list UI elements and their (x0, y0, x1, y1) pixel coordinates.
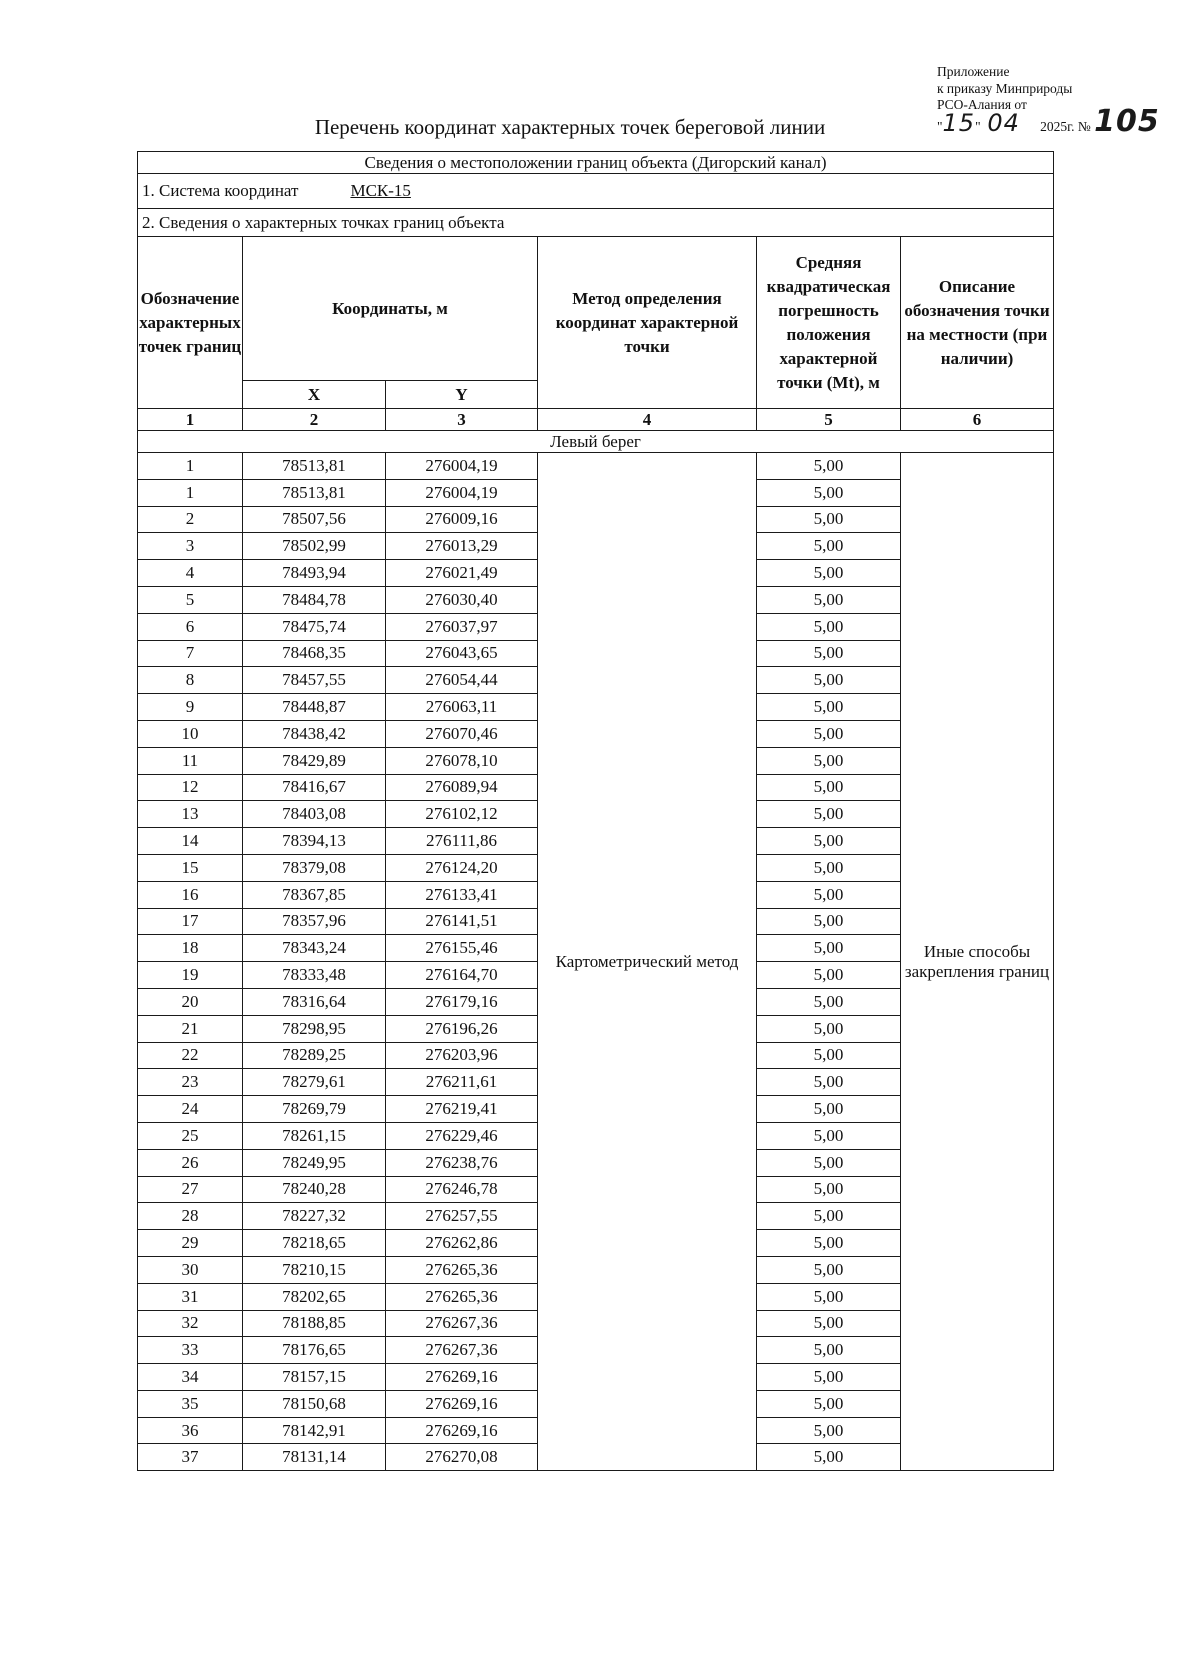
coord-y: 276203,96 (386, 1042, 538, 1069)
coord-x: 78176,65 (243, 1337, 386, 1364)
error-mt: 5,00 (757, 1176, 901, 1203)
coord-y: 276270,08 (386, 1444, 538, 1471)
annex-stamp (937, 64, 1187, 139)
coord-x: 78394,13 (243, 828, 386, 855)
error-mt: 5,00 (757, 1310, 901, 1337)
header-method: Метод определения координат характерной точки (538, 237, 757, 409)
point-number: 3 (138, 533, 243, 560)
coord-x: 78379,08 (243, 854, 386, 881)
coordinates-table (137, 151, 1054, 1471)
error-mt: 5,00 (757, 1015, 901, 1042)
description-cell: Иные способы закрепления границ (901, 453, 1054, 1471)
error-mt: 5,00 (757, 935, 901, 962)
point-number: 28 (138, 1203, 243, 1230)
annex-year: 2025г. № (1040, 118, 1091, 134)
error-mt: 5,00 (757, 613, 901, 640)
table-row (138, 453, 1054, 480)
annex-day: 15 (942, 108, 976, 137)
section-label: Левый берег (138, 431, 1054, 453)
point-number: 5 (138, 586, 243, 613)
error-mt: 5,00 (757, 1122, 901, 1149)
error-mt: 5,00 (757, 533, 901, 560)
error-mt: 5,00 (757, 1096, 901, 1123)
point-number: 15 (138, 854, 243, 881)
coord-x: 78493,94 (243, 560, 386, 587)
point-number: 29 (138, 1230, 243, 1257)
method-cell: Картометрический метод (538, 453, 757, 1471)
point-number: 14 (138, 828, 243, 855)
point-number: 12 (138, 774, 243, 801)
coord-x: 78157,15 (243, 1364, 386, 1391)
coord-x: 78131,14 (243, 1444, 386, 1471)
point-number: 17 (138, 908, 243, 935)
coord-y: 276078,10 (386, 747, 538, 774)
coord-y: 276269,16 (386, 1364, 538, 1391)
point-number: 10 (138, 720, 243, 747)
point-number: 27 (138, 1176, 243, 1203)
header-point-designation: Обозначение характерных точек границ (138, 237, 243, 409)
annex-month: 04 (987, 108, 1020, 137)
coord-y: 276009,16 (386, 506, 538, 533)
column-number: 4 (538, 409, 757, 431)
error-mt: 5,00 (757, 479, 901, 506)
coord-x: 78403,08 (243, 801, 386, 828)
point-number: 30 (138, 1256, 243, 1283)
coord-x: 78289,25 (243, 1042, 386, 1069)
point-number: 24 (138, 1096, 243, 1123)
error-mt: 5,00 (757, 506, 901, 533)
coord-y: 276155,46 (386, 935, 538, 962)
point-number: 37 (138, 1444, 243, 1471)
coord-x: 78367,85 (243, 881, 386, 908)
column-number: 3 (386, 409, 538, 431)
coord-y: 276070,46 (386, 720, 538, 747)
error-mt: 5,00 (757, 988, 901, 1015)
point-number: 23 (138, 1069, 243, 1096)
header-x: X (243, 381, 386, 409)
coord-x: 78269,79 (243, 1096, 386, 1123)
coord-x: 78261,15 (243, 1122, 386, 1149)
error-mt: 5,00 (757, 1069, 901, 1096)
error-mt: 5,00 (757, 801, 901, 828)
point-number: 19 (138, 962, 243, 989)
column-number: 5 (757, 409, 901, 431)
column-number-row (138, 409, 1054, 431)
column-number: 6 (901, 409, 1054, 431)
coord-system-value: МСК-15 (350, 181, 411, 200)
coord-x: 78507,56 (243, 506, 386, 533)
coord-x: 78513,81 (243, 479, 386, 506)
object-info: Сведения о местоположении границ объекта (Дигорский канал) (138, 152, 1054, 174)
coord-x: 78416,67 (243, 774, 386, 801)
coord-y: 276257,55 (386, 1203, 538, 1230)
column-number: 1 (138, 409, 243, 431)
coord-y: 276111,86 (386, 828, 538, 855)
coord-x: 78438,42 (243, 720, 386, 747)
error-mt: 5,00 (757, 1149, 901, 1176)
coord-x: 78227,32 (243, 1203, 386, 1230)
coord-system-row (138, 174, 1054, 209)
annex-line-3: РСО-Алания от (937, 97, 1027, 112)
error-mt: 5,00 (757, 720, 901, 747)
error-mt: 5,00 (757, 453, 901, 480)
coord-y: 276089,94 (386, 774, 538, 801)
error-mt: 5,00 (757, 962, 901, 989)
header-y: Y (386, 381, 538, 409)
coord-y: 276269,16 (386, 1417, 538, 1444)
coord-system-cell (138, 174, 1054, 209)
section-row (138, 431, 1054, 453)
error-mt: 5,00 (757, 747, 901, 774)
coord-x: 78218,65 (243, 1230, 386, 1257)
coord-x: 78202,65 (243, 1283, 386, 1310)
coord-x: 78210,15 (243, 1256, 386, 1283)
header-coordinates: Координаты, м (243, 237, 538, 381)
coord-y: 276004,19 (386, 453, 538, 480)
coord-y: 276021,49 (386, 560, 538, 587)
error-mt: 5,00 (757, 1230, 901, 1257)
point-number: 36 (138, 1417, 243, 1444)
coord-y: 276054,44 (386, 667, 538, 694)
point-number: 21 (138, 1015, 243, 1042)
coord-x: 78513,81 (243, 453, 386, 480)
coord-x: 78249,95 (243, 1149, 386, 1176)
coord-x: 78448,87 (243, 694, 386, 721)
error-mt: 5,00 (757, 1390, 901, 1417)
error-mt: 5,00 (757, 1444, 901, 1471)
coord-system-label: 1. Система координат (142, 181, 299, 200)
point-number: 34 (138, 1364, 243, 1391)
annex-number: 105 (1094, 103, 1160, 139)
object-info-row (138, 152, 1054, 174)
annex-close-quote: " (975, 118, 981, 134)
coord-y: 276179,16 (386, 988, 538, 1015)
coord-x: 78484,78 (243, 586, 386, 613)
point-number: 4 (138, 560, 243, 587)
point-number: 20 (138, 988, 243, 1015)
point-number: 1 (138, 453, 243, 480)
point-number: 11 (138, 747, 243, 774)
error-mt: 5,00 (757, 667, 901, 694)
column-number: 2 (243, 409, 386, 431)
coord-y: 276267,36 (386, 1310, 538, 1337)
point-number: 18 (138, 935, 243, 962)
point-number: 31 (138, 1283, 243, 1310)
coord-x: 78429,89 (243, 747, 386, 774)
coord-y: 276265,36 (386, 1283, 538, 1310)
coord-x: 78468,35 (243, 640, 386, 667)
point-number: 9 (138, 694, 243, 721)
point-number: 33 (138, 1337, 243, 1364)
annex-line-1: Приложение (937, 64, 1010, 79)
coord-y: 276133,41 (386, 881, 538, 908)
error-mt: 5,00 (757, 828, 901, 855)
point-number: 6 (138, 613, 243, 640)
error-mt: 5,00 (757, 1042, 901, 1069)
coord-y: 276269,16 (386, 1390, 538, 1417)
error-mt: 5,00 (757, 586, 901, 613)
error-mt: 5,00 (757, 640, 901, 667)
error-mt: 5,00 (757, 694, 901, 721)
error-mt: 5,00 (757, 1203, 901, 1230)
coord-y: 276267,36 (386, 1337, 538, 1364)
coord-x: 78457,55 (243, 667, 386, 694)
error-mt: 5,00 (757, 774, 901, 801)
error-mt: 5,00 (757, 1256, 901, 1283)
point-number: 32 (138, 1310, 243, 1337)
coord-x: 78475,74 (243, 613, 386, 640)
coord-x: 78357,96 (243, 908, 386, 935)
point-number: 16 (138, 881, 243, 908)
coord-x: 78316,64 (243, 988, 386, 1015)
coord-x: 78502,99 (243, 533, 386, 560)
coord-x: 78333,48 (243, 962, 386, 989)
point-number: 22 (138, 1042, 243, 1069)
coord-y: 276102,12 (386, 801, 538, 828)
coord-y: 276063,11 (386, 694, 538, 721)
coord-y: 276164,70 (386, 962, 538, 989)
error-mt: 5,00 (757, 854, 901, 881)
coord-y: 276229,46 (386, 1122, 538, 1149)
error-mt: 5,00 (757, 1364, 901, 1391)
coord-y: 276265,36 (386, 1256, 538, 1283)
page-title: Перечень координат характерных точек береговой линии (314, 115, 826, 139)
error-mt: 5,00 (757, 1283, 901, 1310)
coord-y: 276043,65 (386, 640, 538, 667)
coord-y: 276262,86 (386, 1230, 538, 1257)
error-mt: 5,00 (757, 1417, 901, 1444)
coord-y: 276246,78 (386, 1176, 538, 1203)
coord-y: 276141,51 (386, 908, 538, 935)
annex-line-2: к приказу Минприроды (937, 80, 1073, 96)
coord-y: 276037,97 (386, 613, 538, 640)
header-row (138, 237, 1054, 381)
coord-y: 276196,26 (386, 1015, 538, 1042)
coord-x: 78279,61 (243, 1069, 386, 1096)
point-number: 2 (138, 506, 243, 533)
error-mt: 5,00 (757, 908, 901, 935)
point-number: 13 (138, 801, 243, 828)
coord-x: 78298,95 (243, 1015, 386, 1042)
point-number: 26 (138, 1149, 243, 1176)
coord-x: 78142,91 (243, 1417, 386, 1444)
coord-y: 276219,41 (386, 1096, 538, 1123)
coord-x: 78188,85 (243, 1310, 386, 1337)
point-number: 25 (138, 1122, 243, 1149)
points-info: 2. Сведения о характерных точках границ объекта (138, 209, 1054, 237)
point-number: 35 (138, 1390, 243, 1417)
coord-y: 276013,29 (386, 533, 538, 560)
coord-y: 276238,76 (386, 1149, 538, 1176)
error-mt: 5,00 (757, 881, 901, 908)
coord-y: 276211,61 (386, 1069, 538, 1096)
points-info-row (138, 209, 1054, 237)
coord-x: 78150,68 (243, 1390, 386, 1417)
error-mt: 5,00 (757, 1337, 901, 1364)
coord-y: 276004,19 (386, 479, 538, 506)
point-number: 1 (138, 479, 243, 506)
point-number: 8 (138, 667, 243, 694)
coord-x: 78343,24 (243, 935, 386, 962)
header-error: Средняя квадратическая погрешность положения характерной точки (Mt), м (757, 237, 901, 409)
header-description: Описание обозначения точки на местности (при наличии) (901, 237, 1054, 409)
point-number: 7 (138, 640, 243, 667)
annex-open-quote: " (937, 118, 943, 134)
coord-y: 276124,20 (386, 854, 538, 881)
coord-x: 78240,28 (243, 1176, 386, 1203)
coord-y: 276030,40 (386, 586, 538, 613)
error-mt: 5,00 (757, 560, 901, 587)
